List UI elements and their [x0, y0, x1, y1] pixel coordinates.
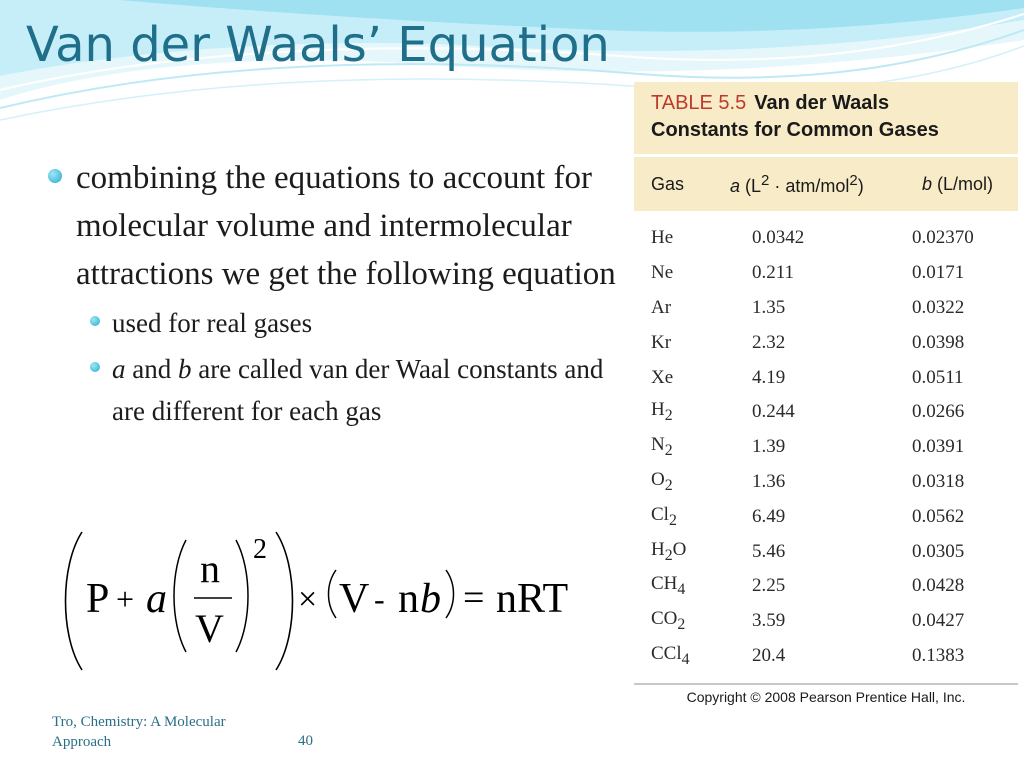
eq-n-numerator: n: [200, 546, 220, 591]
table-title-line2: Constants for Common Gases: [651, 119, 939, 141]
table-row: [634, 639, 1018, 674]
page-number: 40: [298, 733, 313, 749]
cell-a: 5.46: [752, 540, 786, 562]
var-b: b: [177, 354, 192, 384]
inner-right-paren: [236, 540, 248, 652]
cell-a: 2.25: [752, 575, 786, 597]
cell-a: 1.39: [752, 436, 786, 458]
eq-n: n: [398, 576, 419, 622]
van-der-waals-equation: [60, 526, 600, 676]
cell-b: 0.0171: [912, 262, 965, 284]
right-group-left-paren: [329, 570, 337, 618]
sub-bullet-and: and: [125, 354, 178, 384]
big-right-paren: [276, 532, 293, 670]
footer-source: Tro, Chemistry: A Molecular Approach: [52, 714, 226, 750]
cell-b: 0.0318: [912, 470, 965, 492]
cell-a: 1.36: [752, 470, 786, 492]
table-row: [634, 325, 1018, 360]
bullet-main: [48, 154, 618, 298]
cell-b: 0.0391: [912, 436, 965, 458]
bullet-main-text: combining the equations to account for molecular volume and intermolecular attractions we get the following equation: [76, 160, 616, 292]
cell-gas: $O_2$: [651, 469, 673, 494]
table-body: [634, 211, 1018, 673]
cell-a: 3.59: [752, 610, 786, 632]
cell-a: 0.211: [752, 262, 795, 284]
cell-b: 0.0398: [912, 331, 965, 353]
cell-b: 0.02370: [912, 227, 974, 249]
vdw-constants-table: [634, 82, 1018, 708]
col-header-gas: Gas: [651, 173, 685, 194]
table-row: [634, 395, 1018, 430]
cell-gas: He: [651, 227, 674, 249]
col-header-b: b (L/mol): [922, 173, 994, 194]
table-row: [634, 430, 1018, 465]
eq-P: P: [86, 576, 110, 622]
cell-gas: $H_2O$: [651, 538, 687, 564]
cell-gas: Ne: [651, 262, 674, 284]
var-a: a: [112, 354, 126, 384]
cell-gas: Xe: [651, 366, 674, 388]
inner-left-paren: [174, 540, 186, 652]
cell-gas: $H_2$: [651, 399, 673, 425]
bullet-dot-icon: [90, 316, 100, 326]
cell-a: 20.4: [752, 644, 786, 666]
table-number: TABLE 5.5: [651, 92, 747, 114]
eq-equals: =: [463, 577, 485, 619]
table-row: [634, 465, 1018, 500]
bullet-dot-icon: [90, 362, 100, 372]
cell-b: 0.0428: [912, 575, 965, 597]
cell-b: 0.0305: [912, 540, 965, 562]
cell-b: 0.1383: [912, 644, 965, 666]
eq-b: b: [420, 576, 441, 622]
cell-gas: Ar: [651, 296, 672, 318]
slide-title: Van der Waals’ Equation: [26, 17, 610, 73]
table-row: [634, 604, 1018, 639]
table-row: [634, 569, 1018, 604]
cell-gas: $CO_2$: [651, 608, 686, 634]
table-row: [634, 534, 1018, 569]
right-group-right-paren: [446, 570, 454, 618]
table-row: [634, 291, 1018, 326]
sub-bullet-rest: are called van der Waal constants and are different for each gas: [112, 354, 604, 426]
eq-plus: +: [116, 581, 135, 617]
table-bottom-rule: [634, 683, 1018, 685]
cell-a: 4.19: [752, 366, 786, 388]
eq-V-denominator: V: [195, 606, 224, 651]
big-left-paren: [66, 532, 83, 670]
eq-a: a: [146, 576, 167, 622]
cell-a: 2.32: [752, 331, 786, 353]
sub-bullet-text: used for real gases: [112, 308, 313, 338]
cell-gas: $CH_4$: [651, 573, 686, 599]
cell-b: 0.0266: [912, 401, 965, 423]
cell-b: 0.0427: [912, 610, 965, 632]
cell-a: 0.244: [752, 401, 795, 423]
cell-b: 0.0322: [912, 296, 965, 318]
table-row: [634, 221, 1018, 256]
table-title-line1: Van der Waals: [754, 92, 890, 114]
cell-a: 6.49: [752, 505, 786, 527]
cell-a: 1.35: [752, 296, 786, 318]
bullet-list: [48, 154, 618, 432]
eq-exponent: 2: [253, 534, 267, 565]
table-copyright: Copyright © 2008 Pearson Prentice Hall, Inc.: [686, 689, 966, 706]
cell-gas: CCl$_4$: [651, 643, 690, 668]
table-column-headers: [634, 157, 1018, 211]
cell-b: 0.0511: [912, 366, 964, 388]
cell-gas: $Cl_2$: [651, 503, 677, 529]
cell-gas: $N_2$: [651, 434, 673, 460]
bullet-dot-icon: [48, 169, 62, 183]
cell-gas: Kr: [651, 331, 672, 353]
table-header: [634, 82, 1018, 154]
sub-bullet-real-gases: [90, 302, 618, 344]
table-row: [634, 360, 1018, 395]
col-header-a: a $(L^2 \cdot atm/mol^2)$: [730, 171, 864, 196]
table-row: [634, 256, 1018, 291]
eq-V: V: [339, 576, 370, 622]
eq-rhs: nRT: [496, 576, 569, 622]
cell-a: 0.0342: [752, 227, 805, 249]
eq-minus: -: [374, 581, 385, 617]
eq-times: ×: [298, 581, 318, 618]
sub-bullet-constants: [90, 348, 618, 432]
table-row: [634, 499, 1018, 534]
cell-b: 0.0562: [912, 505, 965, 527]
